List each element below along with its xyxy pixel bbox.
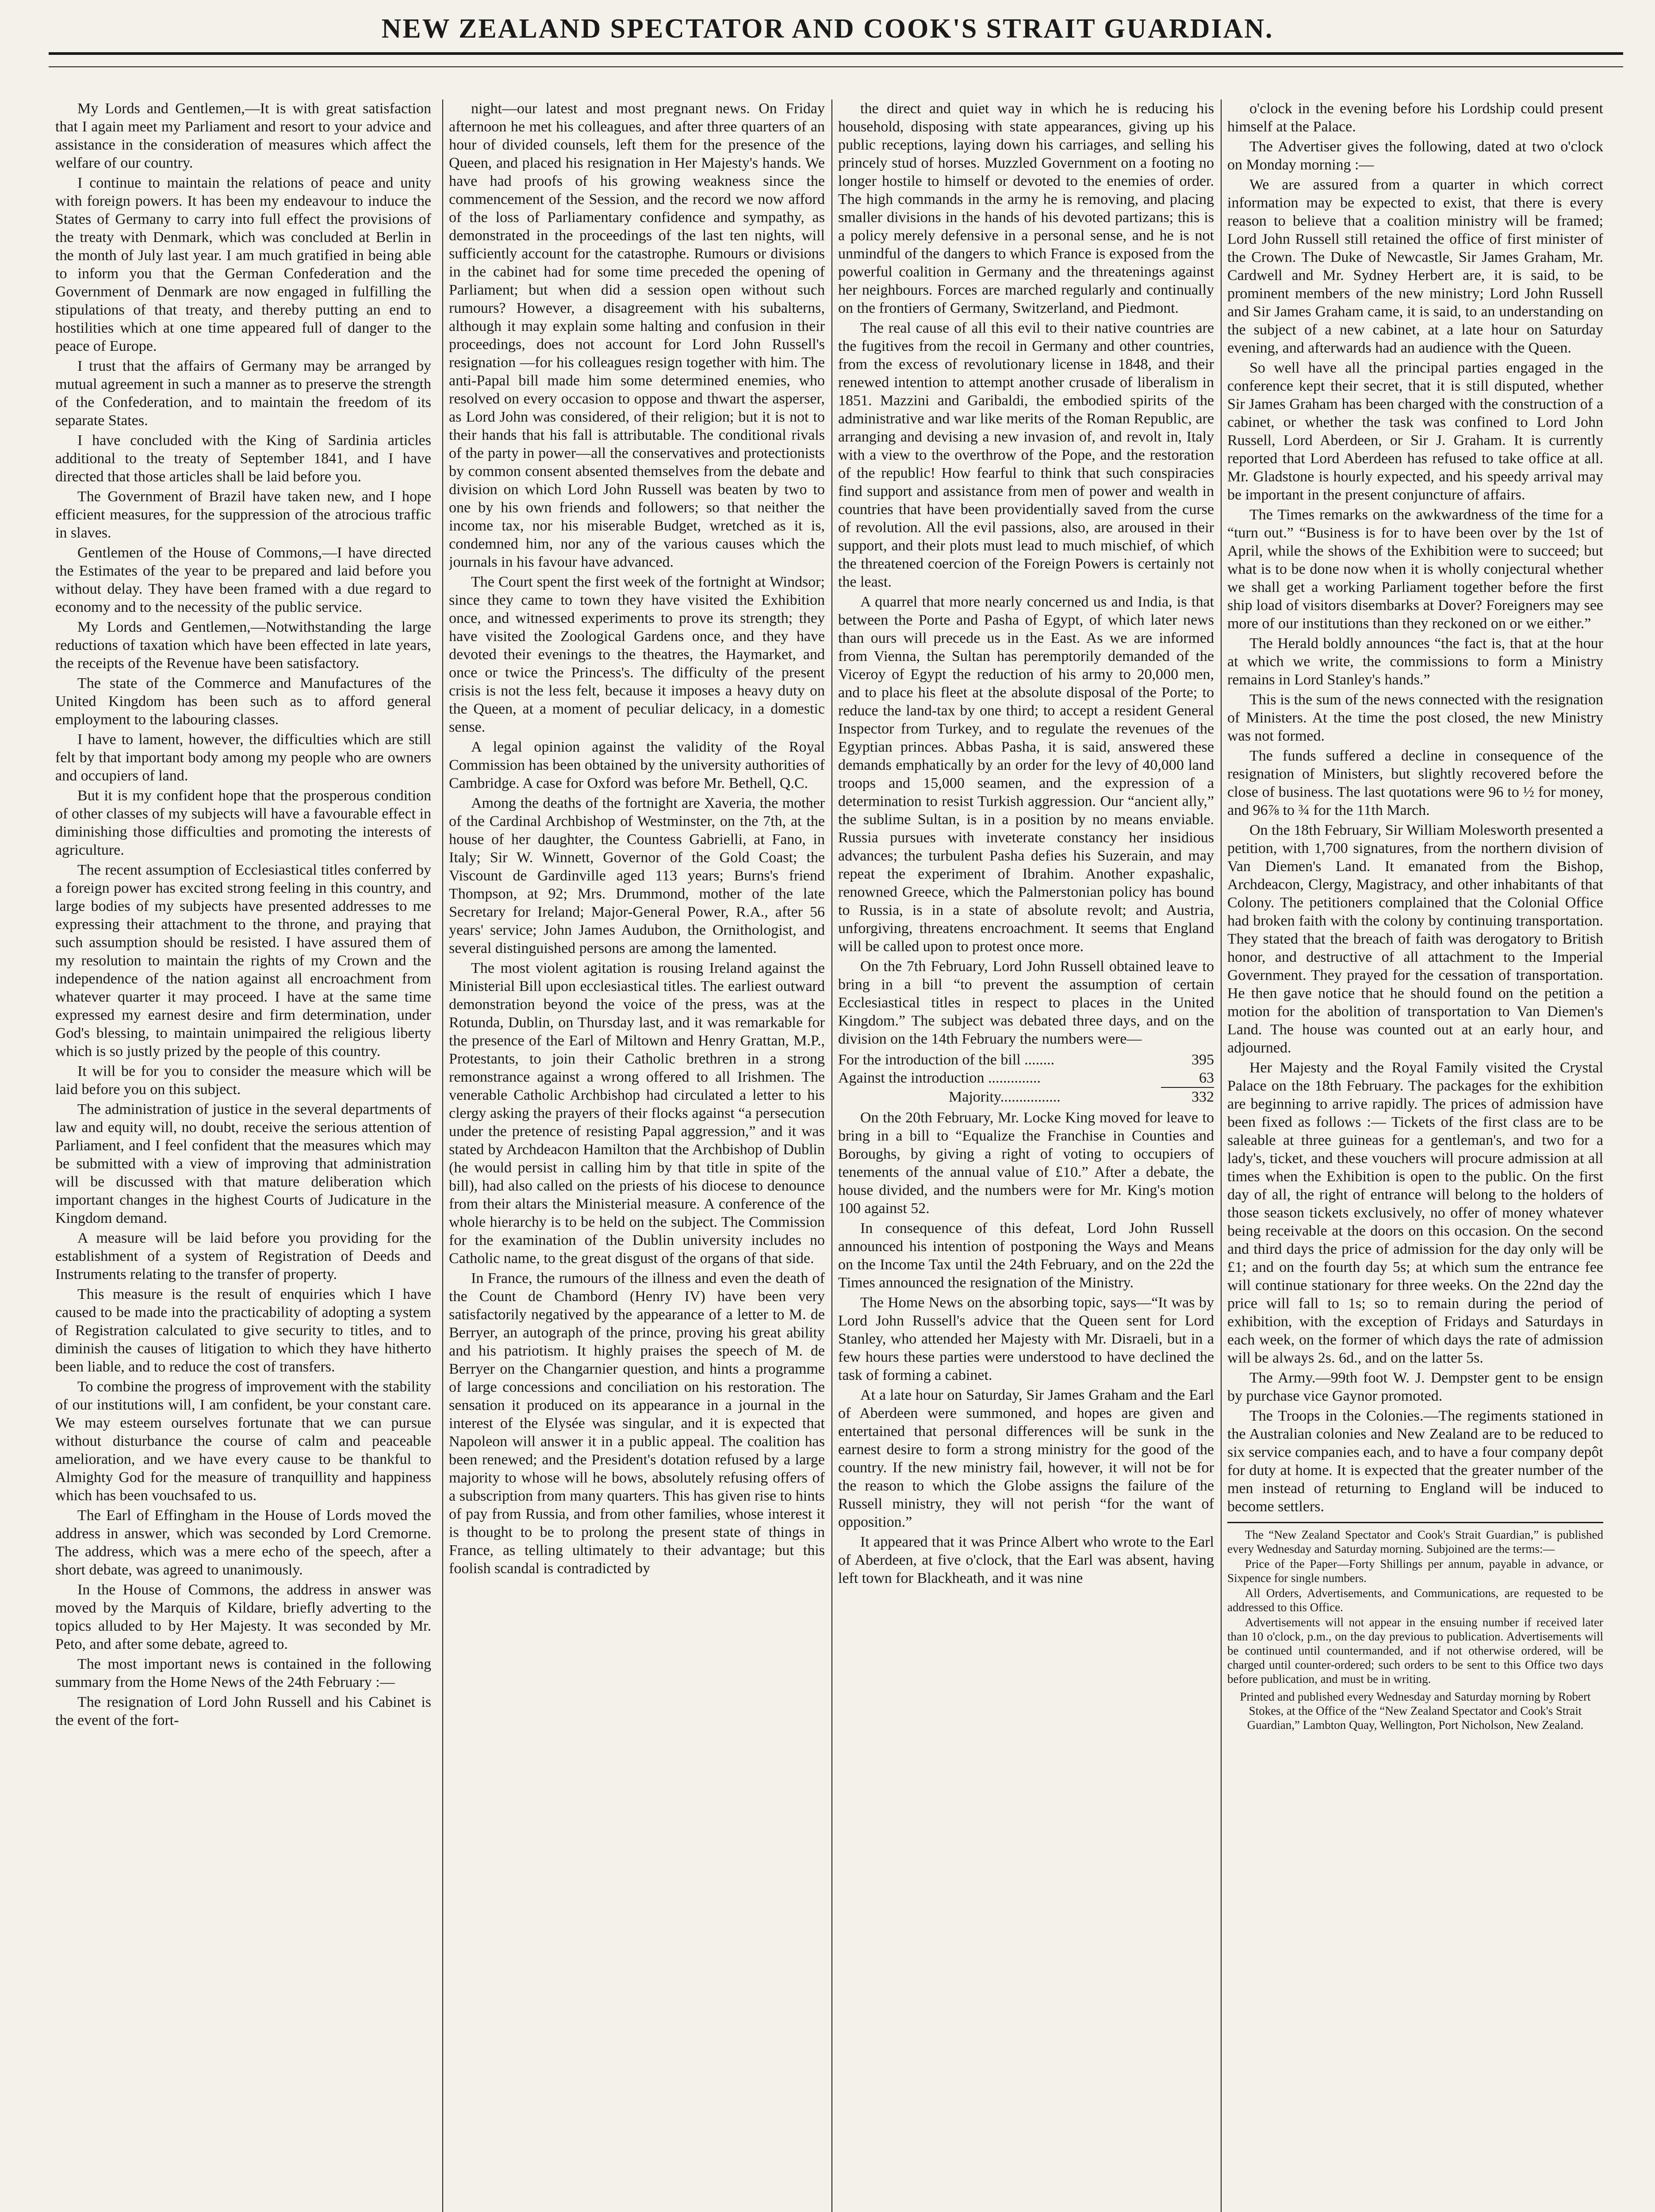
- column-2: [449, 100, 825, 2212]
- paragraph: This measure is the result of enquiries which I have caused to be made into the practicability of adopting a system of Registration calculated to give security to titles, and to diminish the causes of litigation to which they have hitherto been liable, and to reduce the cost of transfers.: [55, 1286, 431, 1375]
- masthead-rule-thin: [49, 66, 1623, 67]
- paragraph: Her Majesty and the Royal Family visited the Crystal Palace on the 18th February. The packages for the exhibition are beginning to arrive rapidly. The prices of admission have been fixed as follows :— Tickets of the first class are to be saleable at three guineas for a gentleman's, and two for a lady's, ticket, and these vouchers will procure admission at all times when the Exhibition is open to the public. On the first day of all, the right of entrance will belong to the holders of those season tickets exclusively, no offer of money whatever being receivable at the doors on this occasion. On the second and third days the price of admission for the day only will be £1; and on the fourth day 5s; at which sum the entrance fee will continue stationary for three weeks. On the 22nd day the price will fall to 1s; so to remain during the period of exhibition, with the exception of Fridays and Saturdays in each week, on the former of which days the rate of admission will be always 2s. 6d., and on the latter 5s.: [1227, 1060, 1603, 1366]
- paragraph: My Lords and Gentlemen,—It is with great satisfaction that I again meet my Parliament and resort to your advice and assistance in the consideration of measures which affect the welfare of our country.: [55, 100, 431, 171]
- paragraph: night—our latest and most pregnant news. On Friday afternoon he met his colleagues, and after three quarters of an hour of divided counsels, left them for the presence of the Queen, and placed his resignation in Her Majesty's hands. We have had proofs of his growing weakness since the commencement of the Session, and the record we now afford of the loss of Parliamentary confidence and sympathy, as demonstrated in the proceedings of the last ten nights, will sufficiently account for the catastrophe. Rumours or divisions in the cabinet had for some time preceded the opening of Parliament; but when did a session open without such rumours? However, a disagreement with his subalterns, although it may explain some halting and confusion in their proceedings, does not account for Lord John Russell's resignation —for his colleagues resign together with him. The anti-Papal bill made him some determined enemies, who resolved on every occasion to oppose and thwart the asperser, as Lord John was considered, of their religion; but it is not to their hands that his fall is attributable. The conditional rivals of the party in power—all the conservatives and protectionists by common consent absented themselves from the debate and division on which Lord John Russell was beaten by two to one by his own friends and followers; so that neither the income tax, nor his miserable Budget, wretched as it is, condemned him, nor any of the various causes which the journals in his favour have advanced.: [449, 100, 825, 570]
- paragraph: The Troops in the Colonies.—The regiments stationed in the Australian colonies and New Zealand are to be reduced to six service companies each, and to have a four company depôt for duty at home. It is expected that the greater number of the men instead of returning to England will be induced to become settlers.: [1227, 1408, 1603, 1515]
- column-1: [55, 100, 431, 2212]
- paragraph: The Herald boldly announces “the fact is, that at the hour at which we write, the commissions to form a Ministry remains in Lord Stanley's hands.”: [1227, 635, 1603, 688]
- division-row-majority: [838, 1088, 1214, 1106]
- paragraph: The Times remarks on the awkwardness of the time for a “turn out.” “Business is for to have been over by the 1st of April, while the shows of the Exhibition were to succeed; but what is to be done now when it is wholly conjectural whether we shall get a working Parliament together before the first ship load of visitors disembarks at Dover? Foreigners may see more of our institutions than they reckoned on or we either.”: [1227, 507, 1603, 632]
- paragraph: The Home News on the absorbing topic, says—“It was by Lord John Russell's advice that the Queen sent for Lord Stanley, who attended her Majesty with Mr. Disraeli, but in a few hours these parties were understood to have declined the task of forming a cabinet.: [838, 1294, 1214, 1383]
- column-3-text: [838, 100, 1214, 1048]
- paragraph: So well have all the principal parties engaged in the conference kept their secret, that it is still disputed, whether Sir James Graham has been charged with the construction of a cabinet, or whether the task was confined to Lord John Russell, Lord Aberdeen, or Sir J. Graham. It is currently reported that Lord Aberdeen has refused to take office at all. Mr. Gladstone is hourly expected, and his speedy arrival may be important in the present conjuncture of affairs.: [1227, 360, 1603, 503]
- paragraph: To combine the progress of improvement with the stability of our institutions will, I am confident, be your constant care. We may esteem ourselves fortunate that we can pursue without disturbance the course of calm and peaceable amelioration, and we have every cause to be thankful to Almighty God for the measure of tranquillity and happiness which has been vouchsafed to us.: [55, 1379, 431, 1504]
- column-4-text: [1227, 100, 1603, 1516]
- paragraph: All Orders, Advertisements, and Communications, are requested to be addressed to this Office.: [1227, 1586, 1603, 1614]
- paragraph: The most important news is contained in the following summary from the Home News of the 24th February :—: [55, 1656, 431, 1690]
- paragraph: We are assured from a quarter in which correct information may be expected to exist, that there is every reason to believe that a coalition ministry will be framed; Lord John Russell still retained the office of first minister of the Crown. The Duke of Newcastle, Sir James Graham, Mr. Cardwell and Mr. Sydney Herbert are, it is said, to be prominent members of the new ministry; Lord John Russell and Sir James Graham came, it is said, to an understanding on the subject of a new cabinet, at a late hour on Saturday evening, and afterwards had an audience with the Queen.: [1227, 177, 1603, 356]
- column-3-continued: [838, 1109, 1214, 1587]
- paragraph: On the 18th February, Sir William Molesworth presented a petition, with 1,700 signatures, from the northern division of Van Diemen's Land. It emanated from the Bishop, Archdeacon, Clergy, Magistracy, and other inhabitants of that Colony. The petitioners complained that the Colonial Office had broken faith with the colony by continuing transportation. They stated that the breach of faith was derogatory to British honor, and destructive of all attachment to the Imperial Government. They prayed for the cessation of transportation. He then gave notice that he should found on the petition a motion for the abolition of transportation to Van Diemen's Land. The house was counted out at an early hour, and adjourned.: [1227, 822, 1603, 1056]
- paragraph: In consequence of this defeat, Lord John Russell announced his intention of postponing the Ways and Means on the Income Tax until the 24th February, and on the 22d the Times announced the resignation of the Ministry.: [838, 1220, 1214, 1291]
- terms-intro: The “New Zealand Spectator and Cook's Strait Guardian,” is published every Wednesday and Saturday morning. Subjoined are the terms:—: [1227, 1528, 1603, 1555]
- column-divider: [1221, 100, 1222, 2212]
- paragraph: On the 20th February, Mr. Locke King moved for leave to bring in a bill to “Equalize the Franchise in Counties and Boroughs, by giving a right of voting to occupiers of tenements of the annual value of £10.” After a debate, the house divided, and the numbers were for Mr. King's motion 100 against 52.: [838, 1110, 1214, 1217]
- column-divider: [831, 100, 832, 2212]
- paragraph: At a late hour on Saturday, Sir James Graham and the Earl of Aberdeen were summoned, and hopes are given and entertained that personal differences will be sunk in the earnest desire to form a strong ministry for the good of the country. If the new ministry fail, however, it will not be for the reason to which the Globe assigns the failure of the Russell ministry, they will not perish “for the want of opposition.”: [838, 1387, 1214, 1530]
- paragraph: The state of the Commerce and Manufactures of the United Kingdom has been such as to afford general employment to the labouring classes.: [55, 675, 431, 728]
- paragraph: A legal opinion against the validity of the Royal Commission has been obtained by the university authorities of Cambridge. A case for Oxford was before Mr. Bethell, Q.C.: [449, 739, 825, 791]
- column-4: [1227, 100, 1603, 2212]
- paragraph: The administration of justice in the several departments of law and equity will, no doubt, receive the serious attention of Parliament, and I feel confident that the measures which may be submitted with a view of improving that administration will be discussed with that mature deliberation which important changes in the highest Courts of Judicature in the Kingdom demand.: [55, 1101, 431, 1226]
- paragraph: I have to lament, however, the difficulties which are still felt by that important body among my people who are owners and occupiers of land.: [55, 731, 431, 784]
- paragraph: o'clock in the evening before his Lordship could present himself at the Palace.: [1227, 100, 1603, 135]
- paragraph: The most violent agitation is rousing Ireland against the Ministerial Bill upon ecclesiastical titles. The earliest outward demonstration beyond the voice of the press, was at the Rotunda, Dublin, on Thursday last, and it was remarkable for the presence of the Earl of Miltown and Henry Grattan, M.P., Protestants, to join their Catholic brethren in a strong remonstrance against a wrong offered to all Irishmen. The venerable Catholic Archbishop had circulated a letter to his clergy asking the prayers of their flocks against “a persecution under the pretence of resisting Papal aggression,” and it was stated by Archdeacon Hamilton that the Archbishop of Dublin (he would persist in calling him by that title in spite of the bill), had also called on the priests of his diocese to denounce from their altars the Ministerial measure. A conference of the whole hierarchy is to be held on the subject. The Commission for the examination of the Dublin university includes no Catholic name, to the great disgust of the organs of that side.: [449, 960, 825, 1267]
- masthead: NEW ZEALAND SPECTATOR AND COOK'S STRAIT GUARDIAN.: [381, 14, 1274, 44]
- column-divider: [442, 100, 443, 2212]
- paragraph: The Army.—99th foot W. J. Dempster gent to be ensign by purchase vice Gaynor promoted.: [1227, 1370, 1603, 1404]
- paragraph: In the House of Commons, the address in answer was moved by the Marquis of Kildare, briefly adverting to the topics alluded to by Her Majesty. It was seconded by Mr. Peto, and after some debate, agreed to.: [55, 1582, 431, 1652]
- paragraph: It will be for you to consider the measure which will be laid before you on this subject.: [55, 1063, 431, 1098]
- division-for-label: For the introduction of the bill ........: [838, 1052, 1055, 1068]
- paragraph: Price of the Paper—Forty Shillings per annum, payable in advance, or Sixpence for single numbers.: [1227, 1557, 1603, 1585]
- publication-terms: [1227, 1528, 1603, 1732]
- paragraph: A quarrel that more nearly concerned us and India, is that between the Porte and Pasha of Egypt, of which later news than ours will precede us in the East. As we are informed from Vienna, the Sultan has peremptorily demanded of the Viceroy of Egypt the reduction of his army to 20,000 men, and to place his fleet at the absolute disposal of the Porte; to reduce the land-tax by one third; to accept a resident General Inspector from Turkey, and to regulate the revenues of the Egyptian princes. Abbas Pasha, it is said, answered these demands emphatically by an order for the levy of 40,000 land troops and 15,000 seamen, and the expression of a determination to resist Turkish aggression. Our “ancient ally,” the sublime Sultan, is in a position by no means enviable. Russia pursues with inveterate constancy her insidious advances; the turbulent Pasha defies his Suzerain, and may repeat the experiment of Ibrahim. Another expashalic, renowned Greece, which the Palmerstonian policy has bound to Russia, is in a state of absolute revolt; and Austria, unforgiving, threatens encroachment. It seems that England will be called upon to protest once more.: [838, 594, 1214, 955]
- column-3: [838, 100, 1214, 2212]
- division-row-against: [838, 1069, 1214, 1087]
- paragraph: A measure will be laid before you providing for the establishment of a system of Registration of Deeds and Instruments relating to the transfer of property.: [55, 1230, 431, 1283]
- division-majority-value: 332: [1191, 1089, 1214, 1105]
- paragraph: The real cause of all this evil to their native countries are the fugitives from the recoil in Germany and other countries, from the excess of revolutionary license in 1848, and their renewed intention to attempt another crusade of liberalism in 1851. Mazzini and Garibaldi, the embodied spirits of the administrative and war like merits of the Roman Republic, are arranging and devising a new invasion of, and revolt in, Italy with a view to the overthrow of the Pope, and the restoration of the republic! How fearful to think that such conspiracies find support and assistance from men of power and wealth in countries that have been providentially saved from the curse of revolution. All the evil passions, also, are aroused in their support, and their plots must lead to much mischief, of which the threatened coercion of the Foreign Powers is certainly not the least.: [838, 320, 1214, 590]
- paragraph: I continue to maintain the relations of peace and unity with foreign powers. It has been my endeavour to induce the States of Germany to carry into full effect the provisions of the treaty with Denmark, which was concluded at Berlin in the month of July last year. I am much gratified in being able to inform you that the German Confederation and the Government of Denmark are now engaged in fulfilling the stipulations of that treaty, and thereby putting an end to hostilities which at one time appeared full of danger to the peace of Europe.: [55, 175, 431, 354]
- division-row-for: [838, 1051, 1214, 1069]
- paragraph: In France, the rumours of the illness and even the death of the Count de Chambord (Henry IV) have been very satisfactorily negatived by the appearance of a letter to M. de Berryer, an autograph of the prince, proving his great ability and his patriotism. It highly praises the speech of M. de Berryer on the Changarnier question, and hints a programme of large concessions and conciliation on his restoration. The sensation it produced on its appearance in a journal in the interest of the Elysée was singular, and it is expected that Napoleon will answer it in a public appeal. The coalition has been renewed; and the President's dotation refused by a large majority to whose will he bows, absolutely refusing offers of a subscription from many quarters. This has given rise to hints of pay from Russia, and from other families, whose interest it is thought to be to prolong the present state of things in France, as telling ultimately to their advantage; but this foolish scandal is contradicted by: [449, 1270, 825, 1577]
- paragraph: I trust that the affairs of Germany may be arranged by mutual agreement in such a manner as to preserve the strength of the Confederation, and to maintain the freedom of its separate States.: [55, 358, 431, 429]
- paragraph: My Lords and Gentlemen,—Notwithstanding the large reductions of taxation which have been effected in late years, the receipts of the Revenue have been satisfactory.: [55, 619, 431, 672]
- terms-lines: [1227, 1557, 1603, 1686]
- division-majority-label: Majority................: [949, 1089, 1061, 1105]
- paragraph: I have concluded with the King of Sardinia articles additional to the treaty of September 1841, and I have directed that those articles shall be laid before you.: [55, 432, 431, 485]
- division-against-value: 63: [1199, 1070, 1214, 1086]
- paragraph: Among the deaths of the fortnight are Xaveria, the mother of the Cardinal Archbishop of Westminster, on the 7th, at the house of her daughter, the Countess Gabrielli, at Fano, in Italy; Sir W. Winnett, Governor of the Gold Coast; the Viscount de Gardinville aged 113 years; Burns's friend Thompson, at 92; Mrs. Drummond, mother of the late Secretary for Ireland; Major-General Power, R.A., after 56 years' service; John James Audubon, the Ornithologist, and several distinguished persons are among the lamented.: [449, 795, 825, 956]
- paragraph: The recent assumption of Ecclesiastical titles conferred by a foreign power has excited strong feeling in this country, and large bodies of my subjects have presented addresses to me expressing their attachment to the throne, and praying that such assumption should be resisted. I have assured them of my resolution to maintain the rights of my Crown and the independence of the nation against all encroachment from whatever quarter it may proceed. I have at the same time expressed my earnest desire and firm determination, under God's blessing, to maintain unimpaired the religious liberty which is so justly prized by the people of this country.: [55, 862, 431, 1060]
- paragraph: This is the sum of the news connected with the resignation of Ministers. At the time the post closed, the new Ministry was not formed.: [1227, 691, 1603, 744]
- paragraph: On the 7th February, Lord John Russell obtained leave to bring in a bill “to prevent the assumption of certain Ecclesiastical titles in respect to places in the United Kingdom.” The subject was debated three days, and on the division on the 14th February the numbers were—: [838, 958, 1214, 1047]
- masthead-rule: [49, 52, 1623, 55]
- paragraph: The Court spent the first week of the fortnight at Windsor; since they came to town they have visited the Exhibition once, and witnessed experiments to prove its strength; they have visited the Zoological Gardens once, and they have devoted their evenings to the theatres, the Haymarket, and once or twice the Princess's. The difficulty of the present crisis is not the less felt, because it imposes a heavy duty on the Queen, at a moment of peculiar delicacy, in a domestic sense.: [449, 574, 825, 735]
- division-table: [838, 1051, 1214, 1106]
- paragraph: The Earl of Effingham in the House of Lords moved the address in answer, which was seconded by Lord Cremorne. The address, which was a mere echo of the speech, after a short debate, was agreed to unanimously.: [55, 1507, 431, 1578]
- division-against-label: Against the introduction ..............: [838, 1070, 1041, 1086]
- paragraph: It appeared that it was Prince Albert who wrote to the Earl of Aberdeen, at five o'clock, that the Earl was absent, having left town for Blackheath, and it was nine: [838, 1534, 1214, 1586]
- paragraph: The Advertiser gives the following, dated at two o'clock on Monday morning :—: [1227, 138, 1603, 173]
- paragraph: The Government of Brazil have taken new, and I hope efficient measures, for the suppression of the atrocious traffic in slaves.: [55, 488, 431, 541]
- terms-rule: [1227, 1522, 1603, 1523]
- paragraph: the direct and quiet way in which he is reducing his household, disposing with state appearances, giving up his public receptions, laying down his carriages, and selling his princely stud of horses. Muzzled Government on a footing no longer hostile to himself or devoted to the enemies of order. The high commands in the army he is removing, and placing smaller divisions in the hands of his devoted partizans; this is a policy merely defensive in a personal sense, and he is not unmindful of the dangers to which France is exposed from the powerful coalition in Germany and the threatenings against her neighbours. Forces are marched regularly and continually on the frontiers of Germany, Switzerland, and Piedmont.: [838, 100, 1214, 316]
- paragraph: Advertisements will not appear in the ensuing number if received later than 10 o'clock, p.m., on the day previous to publication. Advertisements will be continued until countermanded, and if not otherwise ordered, will be charged until counter-ordered; such orders to be sent to this Office two days before publication, and must be in writing.: [1227, 1616, 1603, 1686]
- imprint: Printed and published every Wednesday and Saturday morning by Robert Stokes, at the Office of the “New Zealand Spectator and Cook's Strait Guardian,” Lambton Quay, Wellington, Port Nicholson, New Zealand.: [1240, 1690, 1591, 1732]
- paragraph: The funds suffered a decline in consequence of the resignation of Ministers, but slightly recovered before the close of business. The last quotations were 96 to ½ for money, and 96⅞ to ¾ for the 11th March.: [1227, 748, 1603, 818]
- paragraph: But it is my confident hope that the prosperous condition of other classes of my subjects will have a favourable effect in diminishing those difficulties and promoting the interests of agriculture.: [55, 787, 431, 858]
- paragraph: Gentlemen of the House of Commons,—I have directed the Estimates of the year to be prepared and laid before you without delay. They have been framed with a due regard to economy and to the necessity of the public service.: [55, 545, 431, 615]
- division-for-value: 395: [1191, 1052, 1214, 1068]
- paragraph: The resignation of Lord John Russell and his Cabinet is the event of the fort-: [55, 1694, 431, 1728]
